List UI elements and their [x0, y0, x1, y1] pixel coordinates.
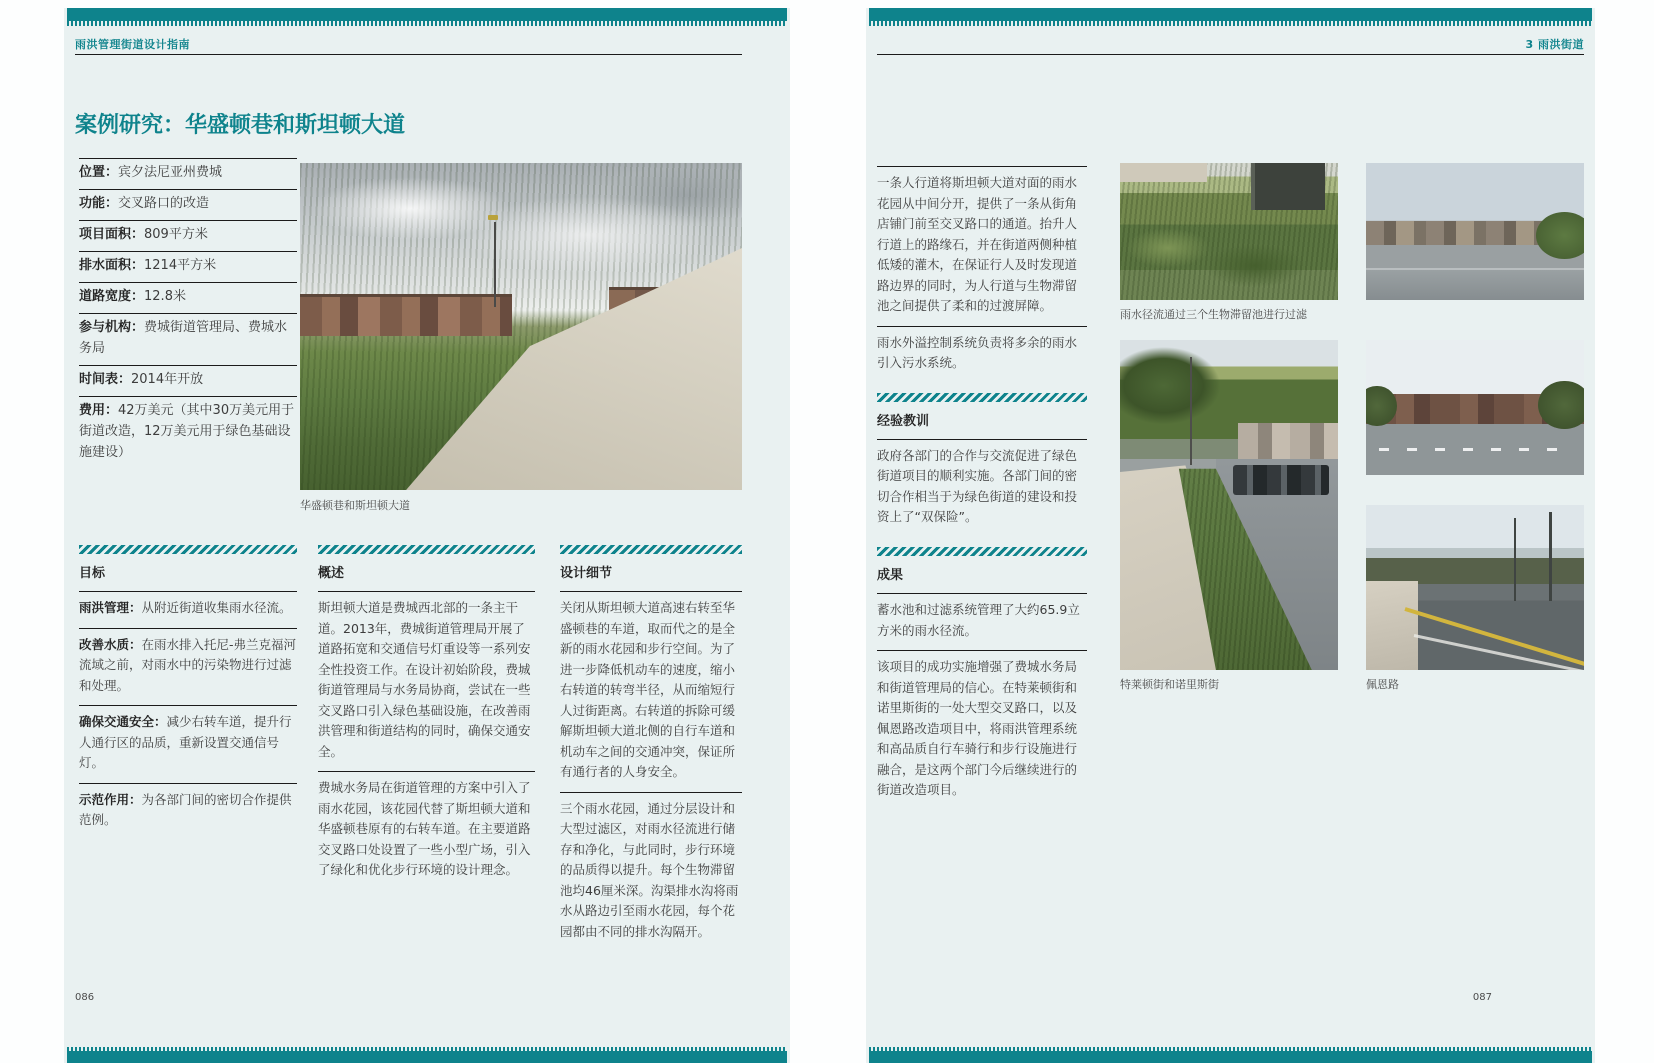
details-paragraph-1: 关闭从斯坦顿大道高速右转至华盛顿巷的车道，取而代之的是全新的雨水花园和步行空间。为了进一步降低机动车的速度，缩小右转道的转弯半径，从而缩短行人过街距离。右转道的拆除可缓解斯坦顿大道北侧的自行车道和机动车之间的交通冲突，保证所有通行者的人身安全。 — [560, 600, 736, 780]
column-right-text — [877, 166, 1087, 810]
section-hatch-bar — [877, 547, 1087, 556]
page-right — [866, 8, 1595, 1063]
photo-layer — [1251, 163, 1325, 210]
photo-layer — [1536, 212, 1584, 259]
section-title-results: 成果 — [877, 565, 1087, 594]
intro-paragraph-1: 一条人行道将斯坦顿大道对面的雨水花园从中间分开，提供了一条从街角店铺门前至交叉路口的通道。抬升人行道上的路缘石，并在街道两侧种植低矮的灌木，在保证行人及时发现道路边界的同时，为人行道与生物滞留池之间提供了柔和的过渡屏障。 — [877, 166, 1087, 326]
photo-layer — [1120, 163, 1207, 182]
lessons-paragraph: 政府各部门的合作与交流促进了绿色街道项目的顺利实施。各部门间的密切合作相当于为绿色街道的建设和投资上了“双保险”。 — [877, 447, 1078, 525]
fact-item-function — [79, 189, 297, 220]
details-paragraph-2: 三个雨水花园，通过分层设计和大型过滤区，对雨水径流进行储存和净化，与此同时，步行环境的品质得以提升。每个生物滞留池均46厘米深。沟渠排水沟将雨水从路边引至雨水花园，每个花园都由不同的排水沟隔开。 — [560, 792, 742, 952]
section-title-lessons: 经验教训 — [877, 411, 1087, 440]
goal-text: 从附近街道收集雨水径流。 — [141, 600, 292, 616]
top-accent-bar — [67, 8, 787, 21]
section-hatch-bar — [877, 393, 1087, 402]
fact-label: 项目面积： — [79, 227, 145, 243]
goal-text: 为各部门间的密切合作提供范例。 — [79, 791, 292, 828]
page-number-left: 086 — [75, 992, 95, 1003]
goal-item — [79, 592, 297, 628]
fact-label: 位置： — [79, 165, 119, 180]
goal-item — [79, 783, 297, 840]
page-left — [64, 8, 790, 1063]
intro-paragraph-2: 雨水外溢控制系统负责将多余的雨水引入污水系统。 — [877, 326, 1087, 383]
running-header-right: 3 雨洪街道 — [1525, 38, 1584, 51]
fact-label: 功能： — [79, 196, 119, 212]
fact-label: 时间表： — [79, 372, 132, 388]
main-photo-caption: 华盛顿巷和斯坦顿大道 — [300, 499, 410, 512]
caption-bioretention: 雨水径流通过三个生物滞留池进行过滤 — [1120, 308, 1307, 321]
section-hatch-bar — [318, 545, 535, 554]
goal-label: 雨洪管理： — [79, 600, 142, 616]
caption-penn: 佩恩路 — [1366, 678, 1399, 691]
page-title: 案例研究：华盛顿巷和斯坦顿大道 — [75, 113, 406, 138]
section-title-overview: 概述 — [318, 563, 535, 592]
section-lessons — [877, 393, 1087, 537]
fact-label: 参与机构： — [79, 320, 145, 336]
photo-layer — [488, 215, 498, 220]
goal-text: 减少右转车道，提升行人通行区的品质，重新设置交通信号灯。 — [79, 714, 292, 771]
photo-layer — [1190, 357, 1192, 466]
photo-layer — [1120, 347, 1242, 439]
photo-layer — [1366, 581, 1418, 670]
section-hatch-bar — [560, 545, 742, 554]
fact-item-cost — [79, 396, 297, 469]
header-rule — [877, 54, 1584, 55]
fact-value: 12.8米 — [144, 289, 186, 305]
bottom-accent-bar — [869, 1051, 1592, 1063]
fact-value: 1214平方米 — [144, 258, 217, 274]
goal-label: 改善水质： — [79, 636, 142, 652]
goal-label: 确保交通安全： — [79, 714, 167, 730]
photo-washington-stenton-intersection — [300, 163, 742, 490]
fact-item-timeline — [79, 365, 297, 396]
fact-label: 道路宽度： — [79, 289, 145, 305]
section-title-details: 设计细节 — [560, 563, 742, 592]
photo-layer — [1514, 518, 1516, 601]
fact-item-location — [79, 158, 297, 189]
photo-layer — [300, 294, 512, 336]
column-design-details — [560, 545, 742, 951]
page-number-right: 087 — [1472, 992, 1492, 1003]
fact-value: 809平方米 — [144, 227, 208, 243]
photo-trenton-norris — [1120, 340, 1338, 670]
goal-item — [79, 628, 297, 706]
photo-street-view-corner — [1366, 163, 1584, 300]
column-goals — [79, 545, 297, 840]
column-overview — [318, 545, 535, 890]
photo-layer — [1538, 381, 1584, 430]
fact-item-drainage-area — [79, 251, 297, 282]
fact-value: 交叉路口的改造 — [118, 196, 210, 212]
section-results — [877, 547, 1087, 810]
goal-text: 在雨水排入托尼-弗兰克福河流域之前，对雨水中的污染物进行过滤和处理。 — [79, 636, 297, 693]
results-paragraph-2: 该项目的成功实施增强了费城水务局和街道管理局的信心。在特莱顿街和诺里斯街的一处大型交叉路口，以及佩恩路改造项目中，将雨洪管理系统和高品质自行车骑行和步行设施进行融合，是这两个部门今后继续进行的街道改造项目。 — [877, 650, 1087, 810]
results-paragraph-1: 蓄水池和过滤系统管理了大约65.9立方米的雨水径流。 — [877, 602, 1080, 638]
fact-label: 排水面积： — [79, 258, 145, 274]
photo-penn-street — [1366, 505, 1584, 670]
overview-paragraph-1: 斯坦顿大道是费城西北部的一条主干道。2013年，费城街道管理局开展了道路拓宽和交通信号灯重设等一系列安全性投资工作。在设计初始阶段，费城街道管理局与水务局协商，尝试在一些交叉路口引入绿色基础设施，在改善雨洪管理和街道结构的同时，确保交通安全。 — [318, 600, 531, 759]
goal-item — [79, 705, 297, 783]
header-rule — [75, 54, 742, 55]
photo-layer — [1233, 465, 1329, 495]
fact-value: 宾夕法尼亚州费城 — [118, 165, 223, 180]
photo-layer — [1379, 448, 1571, 451]
fact-list — [79, 158, 297, 470]
section-title-goals: 目标 — [79, 563, 297, 592]
running-header-left: 雨洪管理街道设计指南 — [75, 38, 190, 51]
fact-value: 费城街道管理局、费城水务局 — [79, 320, 288, 357]
overview-paragraph-2: 费城水务局在街道管理的方案中引入了雨水花园，该花园代替了斯坦顿大道和华盛顿巷原有的右转车道。在主要道路交叉路口处设置了一些小型广场，引入了绿化和优化步行环境的设计理念。 — [318, 771, 535, 890]
section-hatch-bar — [79, 545, 297, 554]
bottom-accent-bar — [67, 1051, 787, 1063]
fact-value: 2014年开放 — [131, 372, 204, 388]
photo-layer — [494, 222, 496, 307]
photo-layer — [1366, 268, 1584, 300]
photo-bioretention-garden — [1120, 163, 1338, 300]
fact-item-project-area — [79, 220, 297, 251]
fact-item-agencies — [79, 313, 297, 365]
fact-value: 42万美元（其中30万美元用于街道改造，12万美元用于绿色基础设施建设） — [79, 403, 295, 461]
caption-trenton-norris: 特莱顿街和诺里斯街 — [1120, 678, 1219, 691]
goal-label: 示范作用： — [79, 791, 142, 807]
fact-label: 费用： — [79, 403, 119, 419]
photo-intersection-view — [1366, 340, 1584, 475]
photo-layer — [1549, 512, 1552, 601]
top-accent-bar — [869, 8, 1592, 21]
fact-item-road-width — [79, 282, 297, 313]
